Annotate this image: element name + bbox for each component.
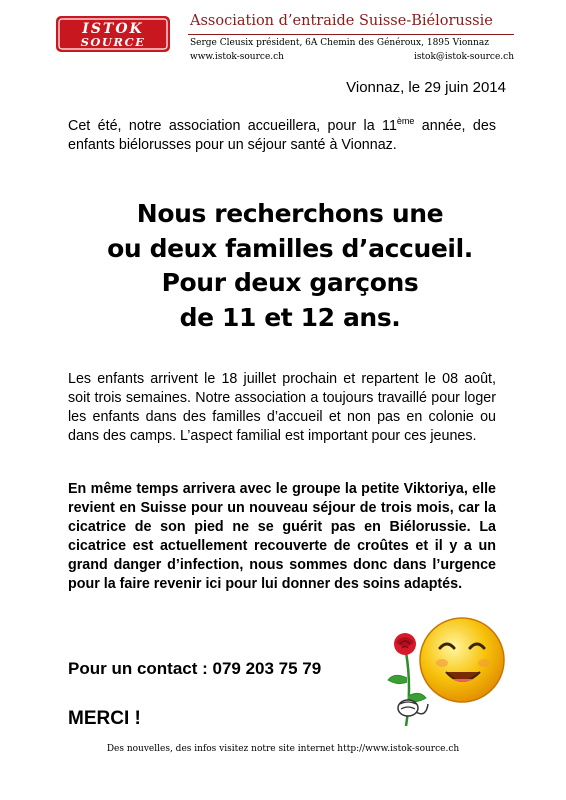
letter-date: Vionnaz, le 29 juin 2014 (346, 79, 506, 96)
smiley-with-rose-icon (376, 608, 506, 733)
headline-line: ou deux familles d’accueil. (107, 233, 473, 263)
header-website: www.istok-source.ch (190, 52, 284, 62)
headline-line: Nous recherchons une (136, 199, 444, 228)
headline (40, 197, 540, 335)
arrival-paragraph: Les enfants arrivent le 18 juillet prochain et repartent le 08 août, soit trois semaines. Notre association a toujours travaillé pour loger les enfants dans des familles d’accueil et non pas en colonie ou dans des camps. L’aspect familial est important pour ces jeunes. (68, 371, 496, 444)
headline-line: de 11 et 12 ans. (179, 302, 401, 332)
istok-source-logo (54, 14, 172, 54)
header-email: istok@istok-source.ch (413, 52, 514, 62)
header-contact-line (190, 52, 514, 62)
association-address: Serge Cleusix président, 6A Chemin des Généroux, 1895 Vionnaz (190, 38, 489, 48)
intro-text-before: Cet été, notre association accueillera, pour la 11 (68, 118, 397, 134)
thanks-text: MERCI ! (68, 708, 141, 729)
footer-note: Des nouvelles, des infos visitez notre site internet http://www.istok-source.ch (106, 744, 460, 754)
intro-text-after: année, des enfants biélorusses pour un séjour santé à Vionnaz. (68, 118, 496, 153)
header-divider (188, 34, 514, 35)
intro-superscript: ème (396, 116, 415, 126)
contact-line: Pour un contact : 079 203 75 79 (68, 659, 322, 678)
logo-line2: SOURCE (80, 35, 146, 49)
intro-paragraph (68, 117, 496, 155)
association-title: Association d’entraide Suisse-Biélorussie (190, 13, 493, 29)
headline-line: Pour deux garçons (161, 268, 419, 297)
logo-line1: ISTOK (82, 21, 144, 37)
viktoriya-paragraph: En même temps arrivera avec le groupe la petite Viktoriya, elle revient en Suisse pour un nouveau séjour de trois mois, car la cicatrice de son pied ne se guérit pas en Biélorussie. La cicatrice est actuellement recouverte de croûtes et il y a un grand danger d’infection, nous sommes donc dans l’urgence pour la faire revenir ici pour lui donner des soins adaptés. (68, 481, 496, 592)
